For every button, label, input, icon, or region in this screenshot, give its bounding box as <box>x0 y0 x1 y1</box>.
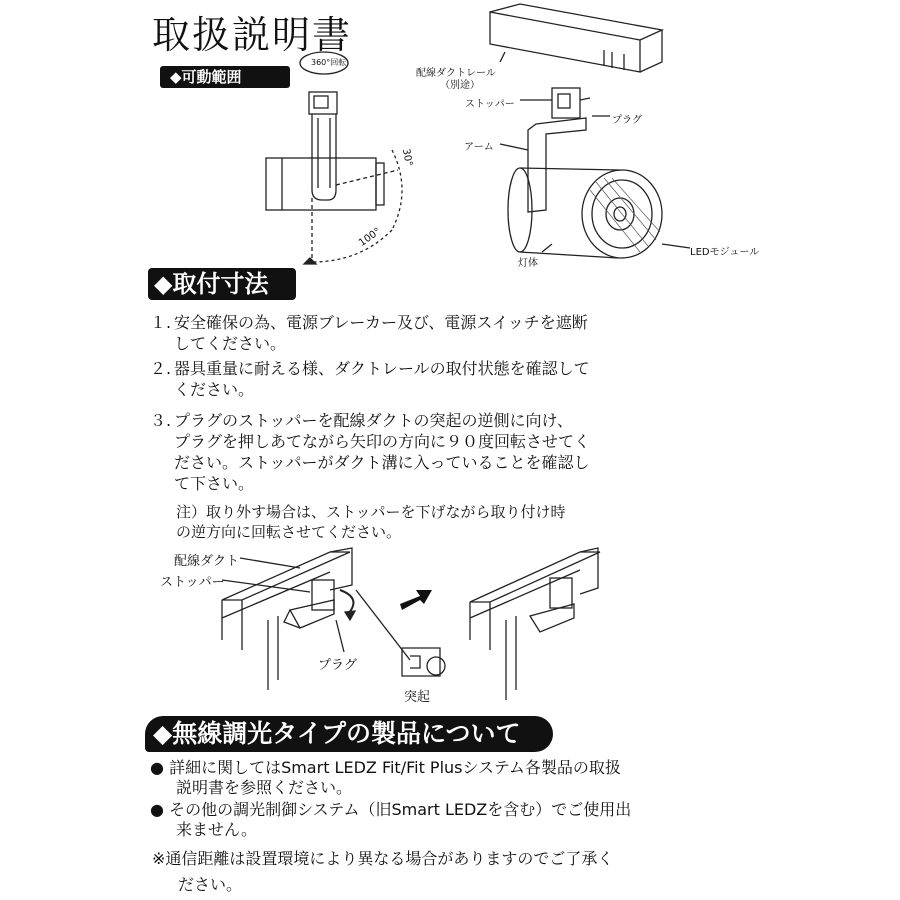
section-header-dimensions: ◆取付寸法 <box>148 268 296 300</box>
rail-label: 配線ダクトレール <box>416 68 496 79</box>
duct-label: 配線ダクト <box>174 554 240 569</box>
step-number: ２. <box>150 359 172 378</box>
step-1 <box>150 312 630 354</box>
bullet-icon: ● <box>150 800 164 819</box>
step-text: ください。 <box>174 380 255 399</box>
bullet-item <box>150 758 710 798</box>
note-text: 注）取り外す場合は、ストッパーを下げながら取り付け時 <box>176 503 566 521</box>
note-text: の逆方向に回転させてください。 <box>176 523 402 541</box>
stopper-label-bottom: ストッパー <box>160 575 225 590</box>
footnote-text: ださい。 <box>178 875 243 894</box>
plug-label-top: プラグ <box>612 115 642 126</box>
step-text: プラグを押しあてながら矢印の方向に９０度回転させてく <box>174 432 591 451</box>
bullet-text: 来ません。 <box>176 820 257 839</box>
section-header-wireless: ◆無線調光タイプの製品について <box>145 716 553 752</box>
step-text: 安全確保の為、電源ブレーカー及び、電源スイッチを遮断 <box>174 313 588 332</box>
plug-label-bottom: プラグ <box>318 658 358 673</box>
step-2 <box>150 358 630 400</box>
step-3 <box>150 410 630 494</box>
body-label: 灯体 <box>518 258 538 269</box>
footnote-text: ※通信距離は設置環境により異なる場合がありますのでご了承く <box>152 849 614 868</box>
rail-label-note: （別途） <box>440 80 480 91</box>
removal-note <box>176 502 646 542</box>
step-number: １. <box>150 313 172 332</box>
rotation-label: 360°回転 <box>311 58 347 67</box>
bullet-text: 説明書を参照ください。 <box>176 778 353 797</box>
bullet-text: その他の調光制御システム（旧Smart LEDZを含む）でご使用出 <box>169 800 632 819</box>
step-number: ３. <box>150 411 172 430</box>
led-module-label: LEDモジュール <box>690 247 760 258</box>
angle-label-30: 30° <box>399 147 414 168</box>
step-text: 器具重量に耐える様、ダクトレールの取付状態を確認して <box>174 359 590 378</box>
angle-label-100: 100° <box>357 226 384 249</box>
page-title: 取扱説明書 <box>152 13 353 57</box>
protrusion-label: 突起 <box>404 690 431 705</box>
step-text: ださい。ストッパーがダクト溝に入っていることを確認し <box>174 453 590 472</box>
bullet-item <box>150 800 710 840</box>
stopper-label-top: ストッパー <box>465 99 515 110</box>
bullet-icon: ● <box>150 758 164 777</box>
arm-label: アーム <box>464 142 494 153</box>
bullet-text: 詳細に関してはSmart LEDZ Fit/Fit Plusシステム各製品の取扱 <box>169 758 621 777</box>
footnote <box>152 846 752 898</box>
step-text: してください。 <box>174 334 287 353</box>
section-header-range: ◆可動範囲 <box>160 66 290 88</box>
step-text: プラグのストッパーを配線ダクトの突起の逆側に向け、 <box>174 411 573 430</box>
step-text: て下さい。 <box>174 474 255 493</box>
